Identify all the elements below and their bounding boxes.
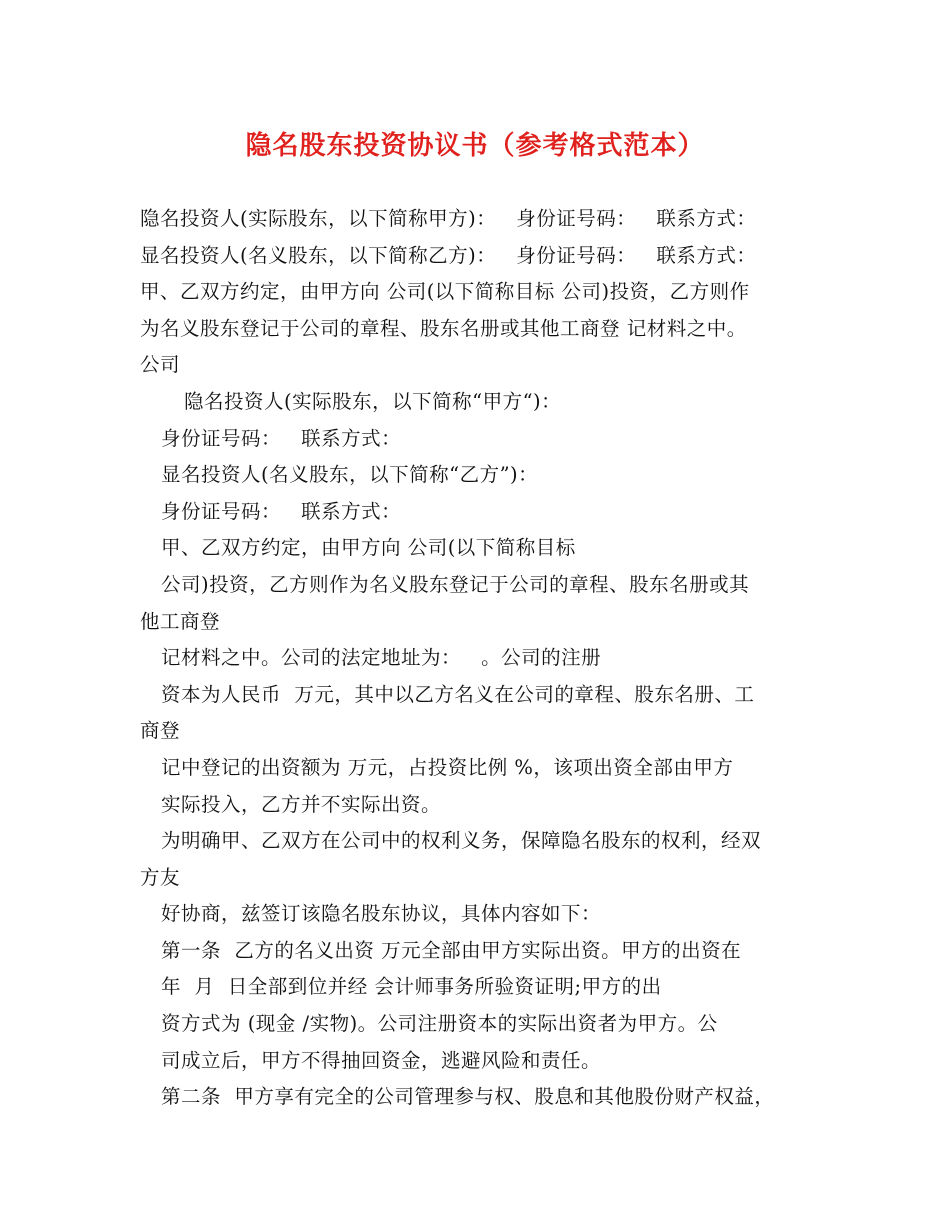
document-line: 身份证号码： 联系方式： [161, 426, 402, 450]
document-line: 司成立后，甲方不得抽回资金，逃避风险和责任。 [161, 1048, 602, 1072]
document-line: 公司 [140, 353, 181, 377]
document-line: 实际投入，乙方并不实际出资。 [161, 792, 442, 816]
document-line: 资方式为 (现金 /实物)。公司注册资本的实际出资者为甲方。公 [161, 1012, 718, 1036]
document-line: 为明确甲、乙双方在公司中的权利义务，保障隐名股东的权利，经双 [161, 829, 762, 853]
document-title: 隐名股东投资协议书（参考格式范本） [245, 131, 705, 161]
document-body [140, 201, 840, 1116]
document-line: 甲、乙双方约定，由甲方向 公司(以下简称目标 公司)投资，乙方则作 [140, 280, 750, 304]
document-line: 商登 [140, 719, 181, 743]
document-line: 年 月 日全部到位并经 会计师事务所验资证明;甲方的出 [161, 975, 662, 999]
document-line: 公司)投资，乙方则作为名义股东登记于公司的章程、股东名册或其 [161, 572, 750, 596]
document-line: 显名投资人(名义股东，以下简称乙方)： 身份证号码： 联系方式： [140, 243, 757, 267]
document-line: 身份证号码： 联系方式： [161, 499, 402, 523]
document-line: 甲、乙双方约定，由甲方向 公司(以下简称目标 [161, 536, 576, 560]
document-line: 记材料之中。公司的法定地址为： 。公司的注册 [161, 646, 602, 670]
document-line: 为名义股东登记于公司的章程、股东名册或其他工商登 记材料之中。 [140, 316, 747, 340]
document-line: 记中登记的出资额为 万元，占投资比例 %，该项出资全部由甲方 [161, 755, 734, 779]
document-line: 方友 [140, 865, 181, 889]
document-line: 好协商，兹签订该隐名股东协议，具体内容如下： [161, 902, 602, 926]
document-line: 他工商登 [140, 609, 221, 633]
document-line: 第一条 乙方的名义出资 万元全部由甲方实际出资。甲方的出资在 [161, 938, 742, 962]
document-line: 隐名投资人(实际股东，以下简称“甲方“)： [184, 389, 562, 413]
document-line: 隐名投资人(实际股东，以下简称甲方)： 身份证号码： 联系方式： [140, 207, 757, 230]
document-line: 显名投资人(名义股东，以下简称“乙方”)： [161, 463, 539, 487]
document-line: 第二条 甲方享有完全的公司管理参与权、股息和其他股份财产权益， [161, 1085, 775, 1109]
document-line: 资本为人民币 万元，其中以乙方名义在公司的章程、股东名册、工 [161, 682, 755, 706]
